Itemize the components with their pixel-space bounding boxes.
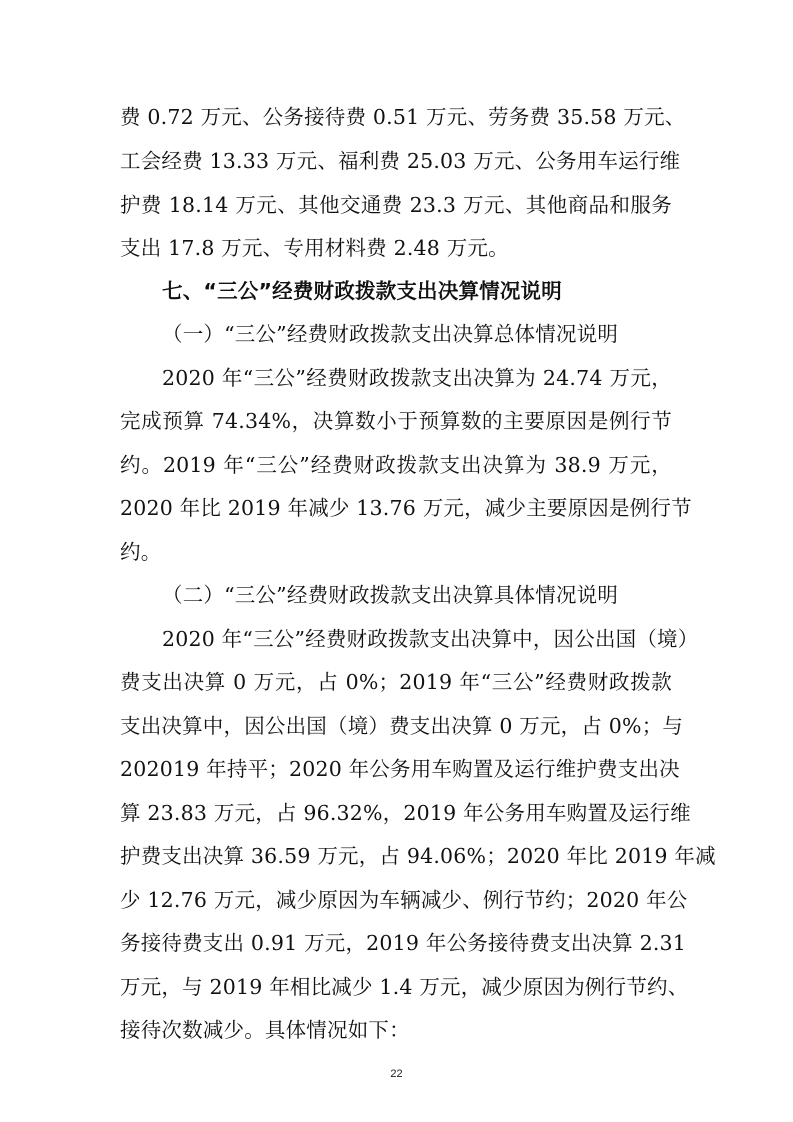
- body-line-14: 费支出决算 0 万元，占 0%；2019 年“三公”经费财政拨款: [120, 670, 672, 694]
- body-line-7: 2020 年“三公”经费财政拨款支出决算为 24.74 万元，: [162, 366, 672, 390]
- body-line-3: 护费 18.14 万元、其他交通费 23.3 万元、其他商品和服务: [120, 193, 672, 217]
- body-line-1: 费 0.72 万元、公务接待费 0.51 万元、劳务费 35.58 万元、: [120, 105, 686, 129]
- body-line-11: 约。: [120, 540, 162, 564]
- body-line-2: 工会经费 13.33 万元、福利费 25.03 万元、公务用车运行维: [120, 149, 681, 173]
- body-line-10: 2020 年比 2019 年减少 13.76 万元，减少主要原因是例行节: [120, 496, 692, 520]
- section-heading: 七、“三公”经费财政拨款支出决算情况说明: [162, 279, 562, 303]
- page-number: 22: [390, 1068, 403, 1080]
- body-line-13: 2020 年“三公”经费财政拨款支出决算中，因公出国（境）: [162, 627, 699, 651]
- body-line-9: 约。2019 年“三公”经费财政拨款支出决算为 38.9 万元，: [120, 453, 672, 477]
- body-line-20: 务接待费支出 0.91 万元，2019 年公务接待费支出决算 2.31: [120, 931, 687, 955]
- body-line-15: 支出决算中，因公出国（境）费支出决算 0 万元，占 0%；与: [120, 714, 684, 738]
- subsection-heading-2: （二）“三公”经费财政拨款支出决算具体情况说明: [162, 583, 619, 607]
- subsection-heading-1: （一）“三公”经费财政拨款支出决算总体情况说明: [162, 322, 619, 346]
- body-line-17: 算 23.83 万元，占 96.32%，2019 年公务用车购置及运行维: [120, 801, 691, 825]
- body-line-18: 护费支出决算 36.59 万元，占 94.06%；2020 年比 2019 年减: [120, 844, 716, 868]
- body-line-22: 接待次数减少。具体情况如下：: [120, 1018, 410, 1042]
- body-line-21: 万元，与 2019 年相比减少 1.4 万元，减少原因为例行节约、: [120, 975, 689, 999]
- body-line-8: 完成预算 74.34%，决算数小于预算数的主要原因是例行节: [120, 409, 672, 433]
- body-line-16: 202019 年持平；2020 年公务用车购置及运行维护费支出决: [120, 757, 680, 781]
- body-line-19: 少 12.76 万元，减少原因为车辆减少、例行节约；2020 年公: [120, 888, 688, 912]
- body-line-4: 支出 17.8 万元、专用材料费 2.48 万元。: [120, 236, 509, 260]
